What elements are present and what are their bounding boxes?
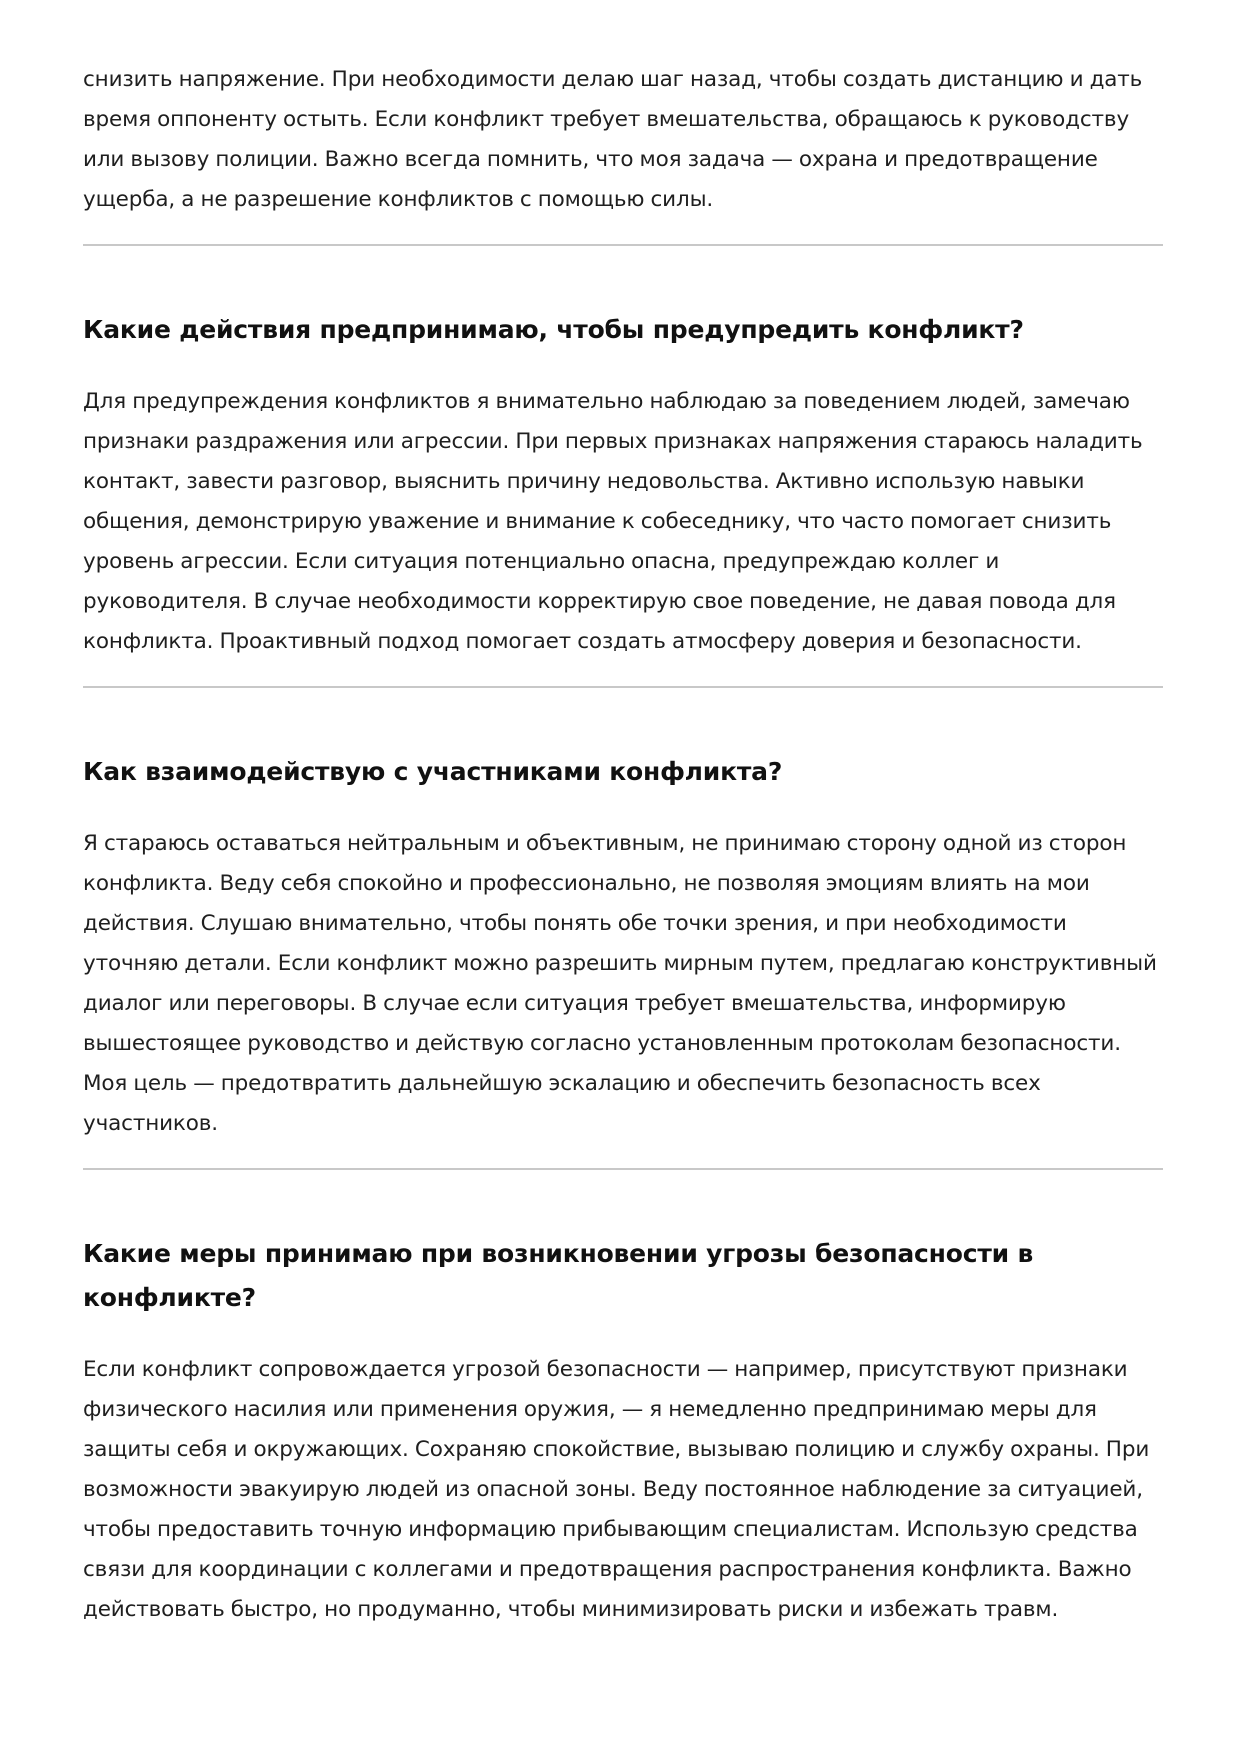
section-heading: Как взаимодействую с участниками конфликта? [83, 757, 783, 786]
section-divider [83, 686, 1163, 688]
section-divider [83, 244, 1163, 246]
section-paragraph: Если конфликт сопровождается угрозой безопасности — например, присутствуют признаки физического насилия или применения оружия, — я немедленно предпринимаю меры для защиты себя и окружающих. Сохраняю спокойствие, вызываю полицию и службу охраны. При возможности эвакуирую людей из опасной зоны. Веду постоянное наблюдение за ситуацией, чтобы предоставить точную информацию прибывающим специалистам. Использую средства связи для координации с коллегами и предотвращения распространения конфликта. Важно действовать быстро, но продуманно, чтобы минимизировать риски и избежать травм. [83, 1357, 1150, 1622]
section-heading: Какие действия предпринимаю, чтобы предупредить конфликт? [83, 315, 1024, 344]
section-heading: Какие меры принимаю при возникновении угрозы безопасности в конфликте? [83, 1239, 1034, 1312]
intro-paragraph: снизить напряжение. При необходимости делаю шаг назад, чтобы создать дистанцию и дать время оппоненту остыть. Если конфликт требует вмешательства, обращаюсь к руководству или вызову полиции. Важно всегда помнить, что моя задача — охрана и предотвращение ущерба, а не разрешение конфликтов с помощью силы. [83, 67, 1143, 212]
section-prevention [83, 308, 1163, 688]
section-divider [83, 1168, 1163, 1170]
section-paragraph: Для предупреждения конфликтов я внимательно наблюдаю за поведением людей, замечаю признаки раздражения или агрессии. При первых признаках напряжения стараюсь наладить контакт, завести разговор, выяснить причину недовольства. Активно использую навыки общения, демонстрирую уважение и внимание к собеседнику, что часто помогает снизить уровень агрессии. Если ситуация потенциально опасна, предупреждаю коллег и руководителя. В случае необходимости корректирую свое поведение, не давая повода для конфликта. Проактивный подход помогает создать атмосферу доверия и безопасности. [83, 389, 1143, 654]
document-page [83, 60, 1163, 1630]
section-paragraph: Я стараюсь оставаться нейтральным и объективным, не принимаю сторону одной из сторон конфликта. Веду себя спокойно и профессионально, не позволяя эмоциям влиять на мои действия. Слушаю внимательно, чтобы понять обе точки зрения, и при необходимости уточняю детали. Если конфликт можно разрешить мирным путем, предлагаю конструктивный диалог или переговоры. В случае если ситуация требует вмешательства, информирую вышестоящее руководство и действую согласно установленным протоколам безопасности. Моя цель — предотвратить дальнейшую эскалацию и обеспечить безопасность всех участников. [83, 831, 1157, 1136]
section-interaction [83, 750, 1163, 1170]
section-security-threat [83, 1232, 1163, 1630]
